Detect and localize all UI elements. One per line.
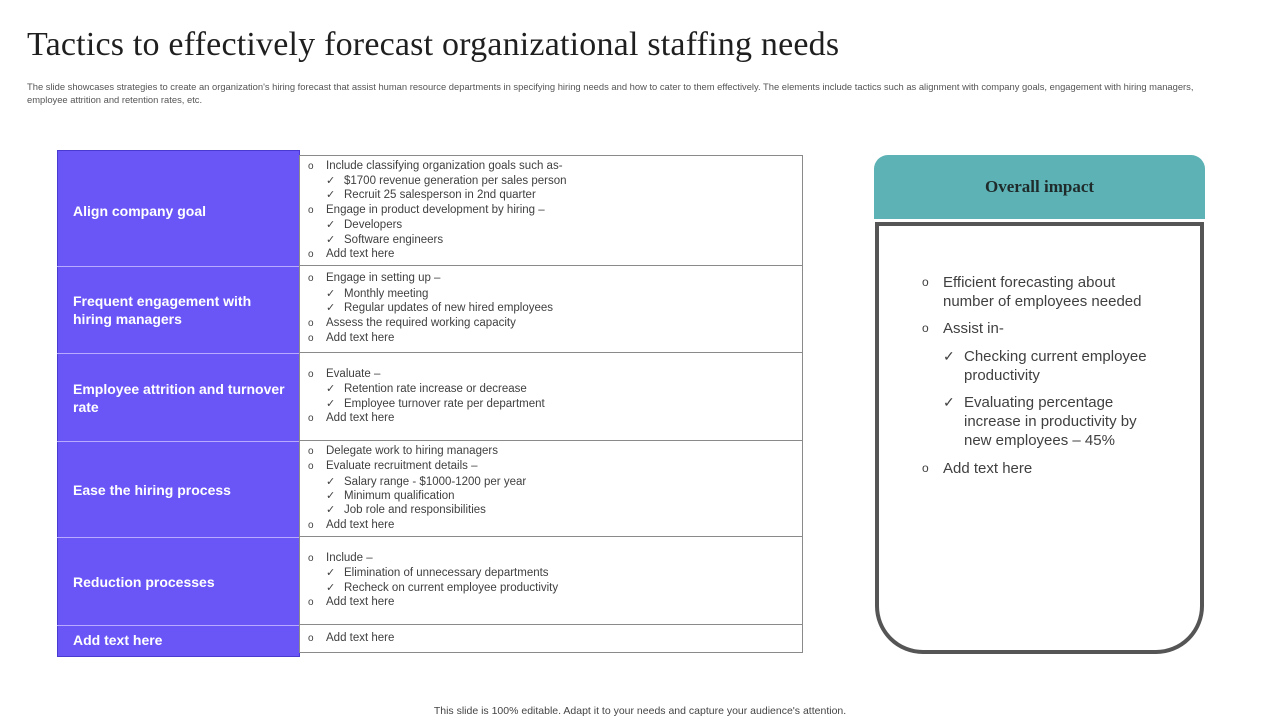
table-row [57,625,803,653]
item-text: Recheck on current employee productivity [344,581,559,594]
impact-item-text: Efficient forecasting about number of employees needed [943,274,1142,311]
slide-title: Tactics to effectively forecast organizational staffing needs [27,26,840,63]
circle-bullet-icon: o [308,273,314,285]
row-label: Add text here [57,625,300,653]
impact-check-item [922,347,1152,385]
item-text: Add text here [326,332,395,345]
check-item [308,218,792,232]
checkmark-icon: ✓ [326,504,336,517]
check-item [308,188,792,202]
bullet-item [308,595,792,610]
checkmark-icon: ✓ [943,347,955,364]
impact-list [922,273,1152,486]
item-text: Evaluate recruitment details – [326,460,478,473]
check-item [308,301,792,315]
item-text: Include – [326,551,373,564]
impact-bullet-item [922,273,1152,311]
item-text: Engage in setting up – [326,272,441,285]
row-label: Reduction processes [57,537,300,625]
circle-bullet-icon: o [308,333,314,345]
circle-bullet-icon: o [308,249,314,261]
impact-check-item [922,393,1152,451]
item-text: Evaluate – [326,367,381,380]
checkmark-icon: ✓ [943,394,955,411]
checkmark-icon: ✓ [326,287,336,300]
circle-bullet-icon: o [308,368,314,380]
item-text: Include classifying organization goals such as- [326,159,563,172]
check-item [308,287,792,301]
circle-bullet-icon: o [308,445,314,457]
bullet-item [308,459,792,474]
circle-bullet-icon: o [308,519,314,531]
item-text: Recruit 25 salesperson in 2nd quarter [344,189,536,202]
item-text: Add text here [326,631,395,644]
item-text: Developers [344,219,403,232]
checkmark-icon: ✓ [326,475,336,488]
item-text: Job role and responsibilities [344,504,486,517]
check-item [308,489,792,503]
checkmark-icon: ✓ [326,189,336,202]
checkmark-icon: ✓ [326,219,336,232]
row-details [299,625,803,653]
impact-item-text: Assist in- [943,320,1004,338]
circle-bullet-icon: o [308,412,314,424]
check-item [308,475,792,489]
bullet-item [308,203,792,218]
circle-bullet-icon: o [308,160,314,172]
table-row [57,353,803,441]
row-label: Frequent engagement with hiring managers [57,266,300,353]
impact-bullet-item [922,459,1152,478]
bullet-item [308,518,792,533]
table-row [57,155,803,266]
check-item [308,581,792,595]
item-text: Minimum qualification [344,490,455,502]
table-row [57,537,803,625]
item-text: Regular updates of new hired employees [344,302,554,315]
bullet-item [308,331,792,346]
row-details [299,266,803,353]
check-item [308,503,792,517]
item-text: Add text here [326,595,395,608]
row-label: Employee attrition and turnover rate [57,353,300,441]
item-text: Delegate work to hiring managers [326,444,498,457]
impact-bullet-item [922,319,1152,338]
checkmark-icon: ✓ [326,397,336,410]
bullet-item [308,367,792,382]
checkmark-icon: ✓ [326,302,336,315]
footer-note: This slide is 100% editable. Adapt it to your needs and capture your audience's attention. [433,705,847,717]
bullet-item [308,444,792,459]
row-label: Align company goal [73,202,207,219]
impact-heading: Overall impact [874,155,1205,219]
item-text: Elimination of unnecessary departments [344,567,549,580]
checkmark-icon: ✓ [326,383,336,396]
checkmark-icon: ✓ [326,233,336,246]
row-details [299,155,803,266]
circle-bullet-icon: o [308,461,314,473]
checkmark-icon: ✓ [326,490,336,502]
circle-bullet-icon: o [308,317,314,329]
check-item [308,233,792,247]
circle-bullet-icon: o [308,552,314,564]
checkmark-icon: ✓ [326,581,336,594]
impact-item-text: Evaluating percentage increase in productivity by new employees – 45% [964,394,1137,450]
bullet-item [308,551,792,566]
table-row [57,441,803,537]
item-text: Employee turnover rate per department [344,397,545,410]
checkmark-icon: ✓ [326,567,336,580]
bullet-item [308,316,792,331]
circle-bullet-icon: o [922,460,929,475]
circle-bullet-icon: o [922,321,929,336]
check-item [308,382,792,396]
bullet-item [308,271,792,286]
item-text: Software engineers [344,233,444,246]
circle-bullet-icon: o [922,275,929,289]
bullet-item [308,247,792,262]
item-text: Salary range - $1000-1200 per year [344,475,527,488]
table-row [57,266,803,353]
checkmark-icon: ✓ [326,174,336,187]
row-label: Ease the hiring process [57,441,300,537]
tactics-table [57,150,803,657]
circle-bullet-icon: o [308,596,314,608]
check-item [308,397,792,411]
item-text: Add text here [326,518,395,531]
check-item [308,566,792,580]
impact-item-text: Checking current employee productivity [964,347,1147,384]
circle-bullet-icon: o [308,632,314,644]
slide-subtitle: The slide showcases strategies to create an organization's hiring forecast that assist human resource departments in specifying hiring needs and how to cater to them effectively. The elements include tactics such as alignment with company goals, engagement with hiring managers, employee attrition and retention rates, etc. [27,81,1194,105]
bullet-item [308,631,792,646]
item-text: $1700 revenue generation per sales person [344,174,567,187]
item-text: Engage in product development by hiring – [326,203,545,216]
item-text: Add text here [326,248,395,261]
item-text: Assess the required working capacity [326,316,516,329]
bullet-item [308,159,792,174]
circle-bullet-icon: o [308,204,314,216]
bullet-item [308,411,792,426]
check-item [308,174,792,188]
item-text: Retention rate increase or decrease [344,383,527,396]
impact-item-text: Add text here [943,459,1033,477]
row-details [299,441,803,537]
row-details [299,353,803,441]
item-text: Monthly meeting [344,287,429,300]
item-text: Add text here [326,411,395,424]
row-details [299,537,803,625]
